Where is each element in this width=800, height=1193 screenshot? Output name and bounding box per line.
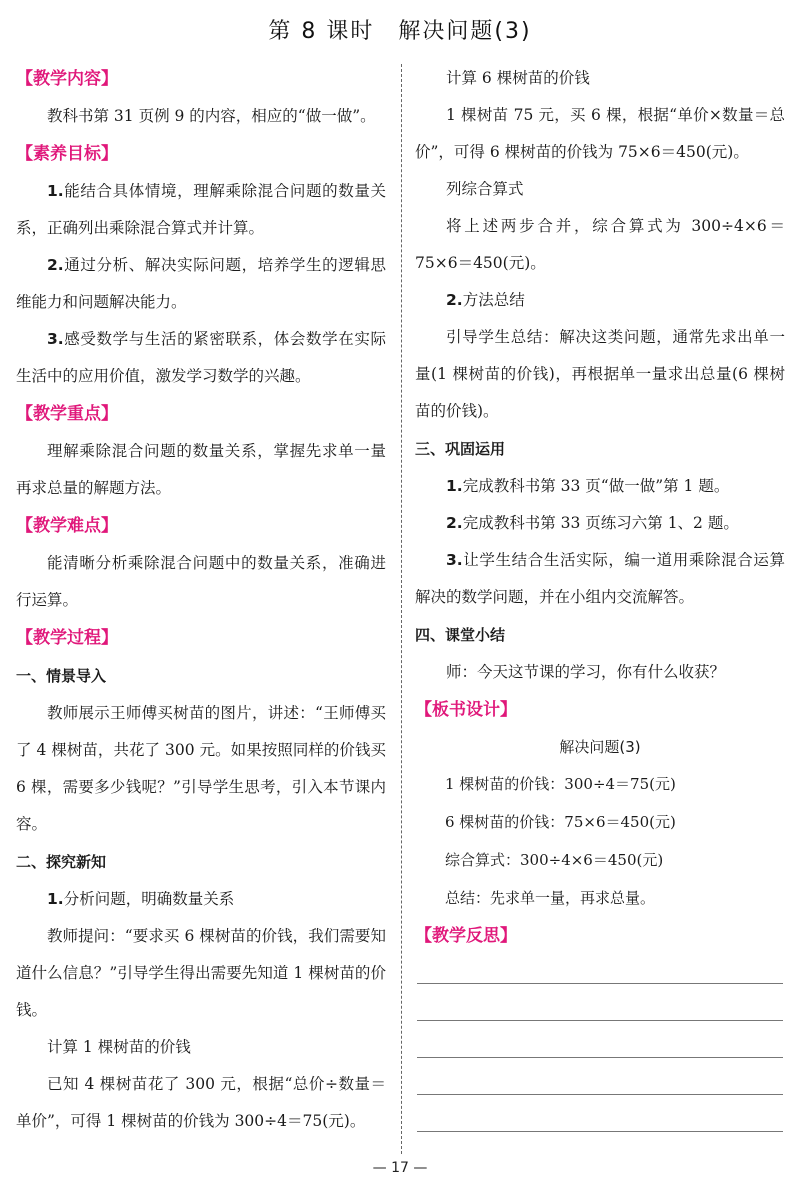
goal-number: 2. [47, 256, 64, 274]
writing-line [417, 1058, 783, 1095]
writing-line [417, 1095, 783, 1132]
left-column [16, 60, 386, 1140]
section-heading-key-points: 【教学重点】 [16, 404, 118, 424]
goal-text: 感受数学与生活的紧密联系，体会数学在实际生活中的应用价值，激发学习数学的兴趣。 [16, 330, 386, 385]
section-heading-goals: 【素养目标】 [16, 144, 118, 164]
subheading-practice: 三、巩固运用 [415, 440, 506, 458]
board-line: 总结：先求单一量，再求总量。 [445, 889, 656, 907]
practice-number: 3. [446, 551, 463, 569]
calc-text: 已知 4 棵树苗花了 300 元，根据“总价÷数量＝单价”，可得 1 棵树苗的价钱为 300÷4＝75(元)。 [16, 1075, 386, 1130]
step-number: 2. [446, 291, 463, 309]
writing-line [417, 955, 783, 984]
practice-number: 1. [446, 477, 463, 495]
method-summary-text: 引导学生总结：解决这类问题，通常先求出单一量(1 棵树苗的价钱)，再根据单一量求出总量(6 棵树苗的价钱)。 [415, 328, 785, 420]
writing-line [417, 984, 783, 1021]
subheading-intro: 一、情景导入 [16, 667, 107, 685]
goal-item [16, 173, 386, 247]
step-text: 教师提问：“要求买 6 棵树苗的价钱，我们需要知道什么信息？”引导学生得出需要先知道 1 棵树苗的价钱。 [16, 927, 386, 1019]
practice-text: 完成教科书第 33 页练习六第 1、2 题。 [462, 514, 739, 532]
goal-text: 能结合具体情境，理解乘除混合问题的数量关系，正确列出乘除混合算式并计算。 [16, 182, 386, 237]
board-line: 综合算式：300÷4×6＝450(元) [445, 851, 664, 869]
section-heading-board: 【板书设计】 [415, 700, 517, 720]
combined-text: 将上述两步合并，综合算式为 300÷4×6＝75×6＝450(元)。 [415, 217, 785, 272]
goal-number: 3. [47, 330, 64, 348]
step-title [16, 881, 386, 918]
page-title: 第 8 课时 解决问题(3) [268, 19, 532, 44]
writing-line [417, 1021, 783, 1058]
goal-number: 1. [47, 182, 64, 200]
practice-text: 完成教科书第 33 页“做一做”第 1 题。 [462, 477, 730, 495]
practice-number: 2. [446, 514, 463, 532]
calc-text: 1 棵树苗 75 元，买 6 棵，根据“单价×数量＝总价”，可得 6 棵树苗的价钱为 75×6＝450(元)。 [415, 106, 785, 161]
section-heading-content: 【教学内容】 [16, 69, 118, 89]
subheading-summary: 四、课堂小结 [415, 626, 506, 644]
calc-label: 计算 6 棵树苗的价钱 [446, 69, 590, 87]
goal-text: 通过分析、解决实际问题，培养学生的逻辑思维能力和问题解决能力。 [16, 256, 386, 311]
step-title-text: 分析问题，明确数量关系 [63, 890, 235, 908]
goal-item [16, 247, 386, 321]
practice-item [415, 542, 785, 616]
section-heading-difficulties: 【教学难点】 [16, 516, 118, 536]
calc-label: 计算 1 棵树苗的价钱 [47, 1038, 191, 1056]
key-points-text: 理解乘除混合问题的数量关系，掌握先求单一量再求总量的解题方法。 [16, 442, 386, 497]
section-heading-reflection: 【教学反思】 [415, 926, 517, 946]
intro-text: 教师展示王师傅买树苗的图片，讲述：“王师傅买了 4 棵树苗，共花了 300 元。如果按照同样的价钱买 6 棵，需要多少钱呢？”引导学生思考，引入本节课内容。 [16, 704, 386, 833]
combined-label: 列综合算式 [446, 180, 524, 198]
section-heading-process: 【教学过程】 [16, 628, 118, 648]
summary-text: 师：今天这节课的学习，你有什么收获？ [446, 663, 726, 681]
step-title-text: 方法总结 [462, 291, 525, 309]
practice-item [415, 468, 785, 505]
column-divider [401, 64, 402, 1154]
practice-item [415, 505, 785, 542]
page-number: — 17 — [372, 1160, 428, 1176]
board-title: 解决问题(3) [559, 738, 641, 756]
board-line: 6 棵树苗的价钱：75×6＝450(元) [445, 813, 676, 831]
practice-text: 让学生结合生活实际，编一道用乘除混合运算解决的数学问题，并在小组内交流解答。 [415, 551, 785, 606]
difficulties-text: 能清晰分析乘除混合问题中的数量关系，准确进行运算。 [16, 554, 386, 609]
right-column [415, 60, 785, 1132]
content-text: 教科书第 31 页例 9 的内容，相应的“做一做”。 [47, 107, 376, 125]
board-line: 1 棵树苗的价钱：300÷4＝75(元) [445, 775, 676, 793]
subheading-explore: 二、探究新知 [16, 853, 107, 871]
step-number: 1. [47, 890, 64, 908]
goal-item [16, 321, 386, 395]
step-title [415, 282, 785, 319]
